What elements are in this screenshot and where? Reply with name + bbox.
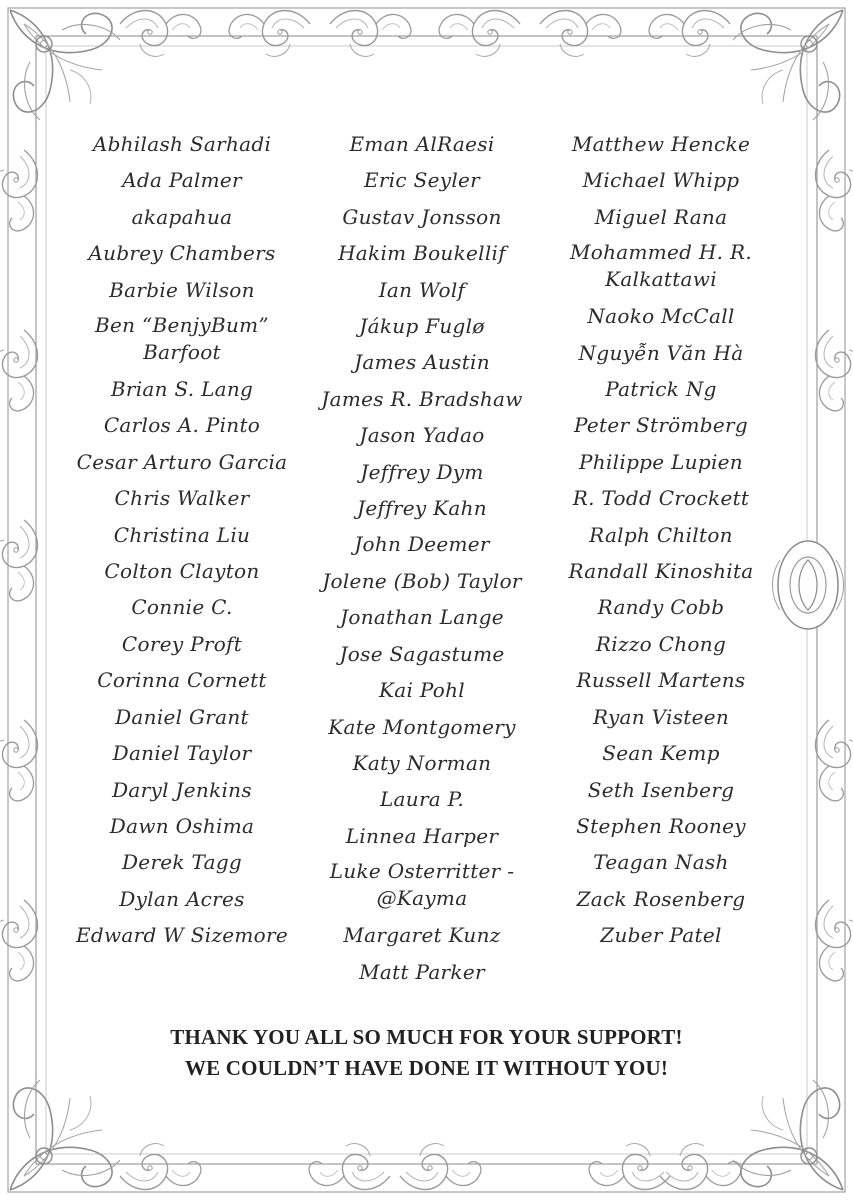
backer-name: Corey Proft [121, 631, 243, 656]
backer-name: R. Todd Crockett [572, 486, 750, 511]
backer-name: Gustav Jonsson [342, 204, 502, 229]
backer-name: Ada Palmer [122, 168, 242, 193]
backer-name: Teagan Nash [593, 850, 729, 875]
backer-name: Dylan Acres [119, 886, 245, 911]
backer-name: Margaret Kunz [343, 923, 501, 948]
backer-name: Zuber Patel [600, 923, 722, 948]
backer-name: Randy Cobb [597, 595, 725, 620]
backer-name: Hakim Boukellif [338, 241, 506, 266]
backer-name: Jason Yadao [359, 423, 485, 448]
backer-name: Naoko McCall [587, 304, 735, 329]
backer-name: Peter Strömberg [574, 413, 748, 438]
backer-name: Chris Walker [114, 486, 250, 511]
names-column-3 [539, 126, 783, 954]
backer-name: Aubrey Chambers [88, 241, 276, 266]
backer-name: Brian S. Lang [110, 377, 254, 402]
backer-name: Abhilash Sarhadi [92, 132, 272, 156]
backer-name: Sean Kemp [602, 741, 720, 766]
backer-name: Edward W Sizemore [75, 923, 289, 948]
backer-name: Connie C. [131, 595, 233, 620]
backer-name: Linnea Harper [345, 823, 499, 848]
backer-name: Jolene (Bob) Taylor [322, 568, 522, 593]
backer-name: Russell Martens [576, 668, 746, 693]
backer-name: Jose Sagastume [339, 641, 505, 666]
thank-you-message [60, 1022, 793, 1084]
backer-name: Patrick Ng [605, 377, 717, 402]
backer-name: Daniel Taylor [112, 741, 252, 766]
backer-name: Dawn Oshima [109, 813, 255, 838]
backer-name: Ryan Visteen [592, 704, 730, 729]
backer-name: Jeffrey Dym [360, 459, 484, 484]
backer-name: Jákup Fuglø [359, 314, 485, 339]
thank-you-line-1: THANK YOU ALL SO MUCH FOR YOUR SUPPORT! [170, 1025, 683, 1049]
backer-name: Kai Pohl [379, 678, 465, 703]
backer-name: akapahua [131, 204, 233, 229]
backer-name: Matthew Hencke [571, 132, 751, 156]
backer-name: Eric Seyler [363, 168, 481, 193]
backer-name: Eman AlRaesi [349, 132, 495, 156]
backer-name: Stephen Rooney [576, 813, 746, 838]
backer-name: Corinna Cornett [97, 668, 267, 693]
backer-name: Christina Liu [113, 522, 251, 547]
backer-name: Ian Wolf [378, 277, 466, 302]
backer-name: Daniel Grant [115, 704, 249, 729]
backer-name: Laura P. [379, 787, 465, 812]
backer-name: Luke Osterritter - @Kayma [329, 859, 515, 911]
backer-name: Ben “BenjyBum” Barfoot [95, 313, 269, 365]
backer-name: Cesar Arturo Garcia [76, 449, 288, 474]
backer-names-list [60, 126, 793, 1006]
backer-name: Barbie Wilson [109, 277, 255, 302]
names-column-2 [300, 126, 544, 990]
backer-name: Jeffrey Kahn [357, 496, 487, 521]
backer-name: James R. Bradshaw [321, 386, 523, 411]
backer-name: Randall Kinoshita [568, 559, 754, 584]
thank-you-line-2: WE COULDN’T HAVE DONE IT WITHOUT YOU! [184, 1056, 669, 1080]
backer-name: Rizzo Chong [595, 631, 727, 656]
backer-name: Michael Whipp [582, 168, 740, 193]
backer-name: Jonathan Lange [340, 605, 504, 630]
backer-name: Derek Tagg [121, 850, 243, 875]
backer-name: Carlos A. Pinto [103, 413, 261, 438]
backer-name: John Deemer [354, 532, 490, 557]
backer-name: Miguel Rana [594, 204, 728, 229]
backer-name: Ralph Chilton [589, 522, 733, 547]
backer-name: Seth Isenberg [587, 777, 735, 802]
backer-name: Mohammed H. R. Kalkattawi [569, 240, 753, 292]
backer-name: Kate Montgomery [328, 714, 516, 739]
backer-name: James Austin [354, 350, 490, 375]
names-column-1 [60, 126, 304, 954]
backer-name: Daryl Jenkins [112, 777, 252, 802]
backer-name: Colton Clayton [104, 559, 260, 584]
backer-name: Zack Rosenberg [576, 886, 746, 911]
backer-name: Matt Parker [359, 959, 485, 984]
backer-name: Katy Norman [352, 750, 492, 775]
backer-name: Philippe Lupien [579, 449, 743, 474]
backer-name: Nguyễn Văn Hà [578, 340, 744, 365]
